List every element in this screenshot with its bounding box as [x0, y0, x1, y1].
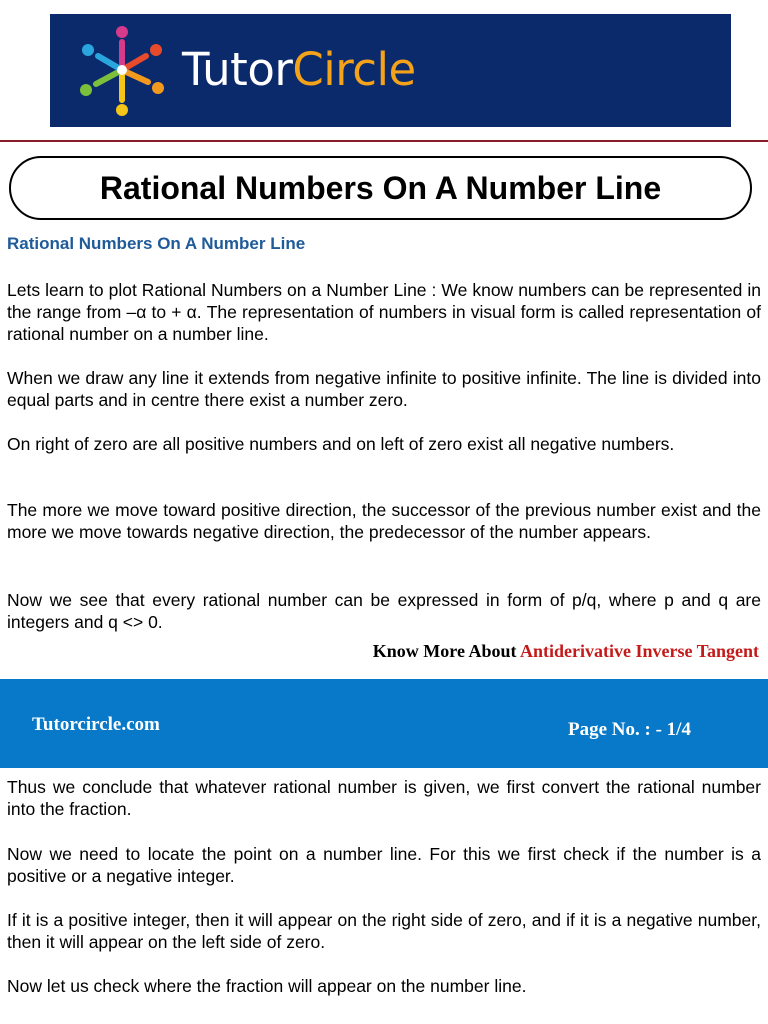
paragraph-locate-point: Now we need to locate the point on a number line. For this we first check if the number is a positive or a negative integer.: [7, 844, 761, 886]
paragraph-positive-negative: On right of zero are all positive numbers and on left of zero exist all negative numbers.: [7, 434, 675, 454]
know-more: [373, 641, 759, 662]
header-divider: [0, 140, 768, 142]
paragraph-pq-form: Now we see that every rational number can be expressed in form of p/q, where p and q are integers and q <> 0.: [7, 590, 761, 632]
brand-name-part2: Circle: [292, 43, 416, 96]
paragraph-direction: The more we move toward positive direction, the successor of the previous number exist and the more we move towards negative direction, the predecessor of the number appears.: [7, 500, 761, 542]
paragraph-convert-fraction: Thus we conclude that whatever rational number is given, we first convert the rational number into the fraction.: [7, 777, 761, 819]
brand-logo-text: [182, 44, 416, 96]
brand-name-part1: Tutor: [182, 43, 293, 96]
people-circle-logo-icon: [72, 22, 172, 118]
paragraph-line-zero: When we draw any line it extends from negative infinite to positive infinite. The line is divided into equal parts and in centre there exist a number zero.: [7, 368, 761, 410]
paragraph-side-of-zero: If it is a positive integer, then it will appear on the right side of zero, and if it is a negative number, then it will appear on the left side of zero.: [7, 910, 761, 952]
header-banner: [50, 14, 731, 127]
title-box: [9, 156, 752, 220]
page-number: Page No. : - 1/4: [568, 719, 691, 740]
paragraph-range: Lets learn to plot Rational Numbers on a Number Line : We know numbers can be represented in the range from –α to + α. The representation of numbers in visual form is called representation of rational number on a number line.: [7, 280, 761, 344]
footer-site-name: Tutorcircle.com: [32, 714, 160, 735]
paragraph-fraction-location: Now let us check where the fraction will appear on the number line.: [7, 976, 527, 996]
page-title: Rational Numbers On A Number Line: [99, 169, 662, 206]
page-footer: [0, 679, 768, 768]
section-heading: Rational Numbers On A Number Line: [7, 234, 306, 253]
know-more-link[interactable]: Antiderivative Inverse Tangent: [519, 641, 759, 661]
know-more-prefix: Know More About: [372, 641, 520, 661]
